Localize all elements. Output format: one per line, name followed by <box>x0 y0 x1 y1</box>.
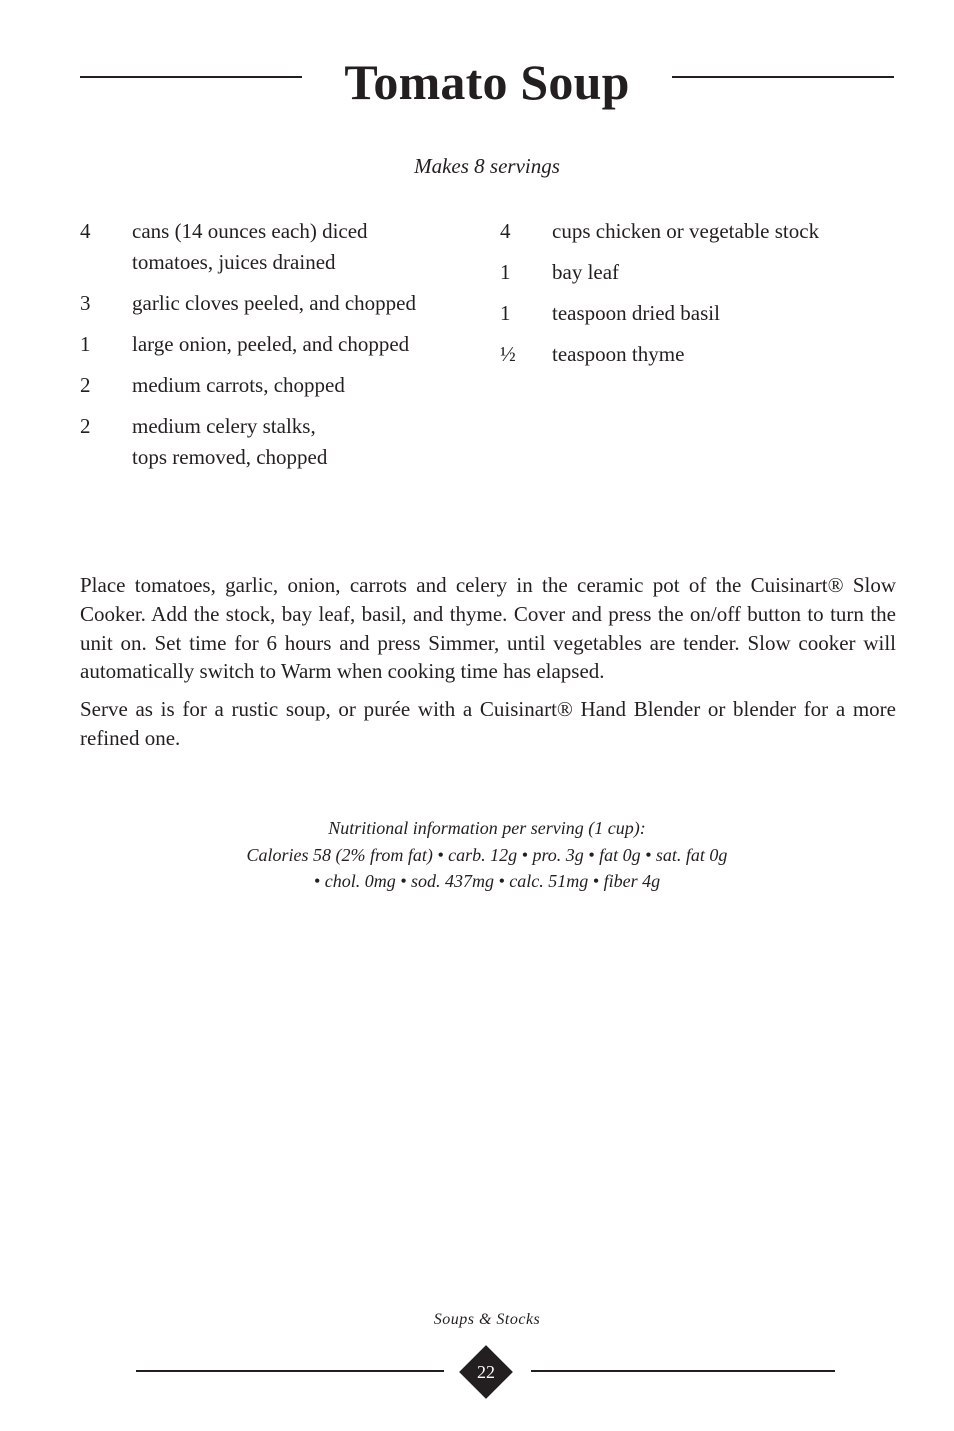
ingredient-list-left <box>80 216 470 483</box>
ingredient-quantity: 1 <box>500 301 511 325</box>
ingredient-item <box>80 216 470 278</box>
footer-rule-left <box>136 1370 444 1372</box>
instruction-paragraph: Place tomatoes, garlic, onion, carrots and celery in the ceramic pot of the Cuisinart® Slow Cooker. Add the stock, bay leaf, basil, and thyme. Cover and press the on/off button to turn the unit on. Set time for 6 hours and press Simmer, until vegetables are tender. Slow cooker will automatically switch to Warm when cooking time has elapsed. <box>80 573 896 684</box>
title-rule-right <box>672 76 894 78</box>
ingredient-description: bay leaf <box>552 260 620 284</box>
ingredient-item <box>80 370 470 401</box>
ingredient-quantity: 4 <box>500 219 511 243</box>
footer-rule-right <box>531 1370 835 1372</box>
ingredient-list-right <box>500 216 920 380</box>
ingredient-quantity: 2 <box>80 373 91 397</box>
ingredient-quantity: 3 <box>80 291 91 315</box>
ingredient-description: cups chicken or vegetable stock <box>552 219 820 243</box>
servings-note: Makes 8 servings <box>414 154 560 178</box>
ingredient-description: teaspoon thyme <box>552 342 685 366</box>
ingredient-quantity: 1 <box>500 260 511 284</box>
nutrition-info <box>80 815 894 895</box>
ingredient-description: teaspoon dried basil <box>552 301 720 325</box>
instructions <box>80 571 896 762</box>
ingredient-item <box>500 339 920 370</box>
ingredient-description: cans (14 ounces each) diced tomatoes, juices drained <box>132 219 368 274</box>
title-rule-left <box>80 76 302 78</box>
ingredient-description: medium carrots, chopped <box>132 373 345 397</box>
nutrition-line: • chol. 0mg • sod. 437mg • calc. 51mg • fiber 4g <box>313 871 661 891</box>
ingredient-quantity: ½ <box>500 342 516 366</box>
ingredient-description: garlic cloves peeled, and chopped <box>132 291 416 315</box>
ingredient-item <box>500 257 920 288</box>
ingredient-item <box>80 288 470 319</box>
ingredient-quantity: 1 <box>80 332 91 356</box>
ingredient-item <box>500 216 920 247</box>
ingredient-item <box>80 329 470 360</box>
ingredient-description: medium celery stalks, tops removed, chopped <box>132 414 328 469</box>
ingredient-description: large onion, peeled, and chopped <box>132 332 410 356</box>
ingredient-item <box>80 411 470 473</box>
nutrition-heading: Nutritional information per serving (1 cup): <box>328 818 646 838</box>
footer-section-title: Soups & Stocks <box>433 1311 541 1328</box>
nutrition-line: Calories 58 (2% from fat) • carb. 12g • pro. 3g • fat 0g • sat. fat 0g <box>246 844 728 865</box>
ingredient-quantity: 2 <box>80 414 91 438</box>
page-number: 22 <box>477 1362 495 1382</box>
ingredient-quantity: 4 <box>80 219 91 243</box>
recipe-title: Tomato Soup <box>344 54 630 110</box>
instruction-paragraph: Serve as is for a rustic soup, or purée with a Cuisinart® Hand Blender or blender for a more refined one. <box>80 697 896 750</box>
ingredient-item <box>500 298 920 329</box>
